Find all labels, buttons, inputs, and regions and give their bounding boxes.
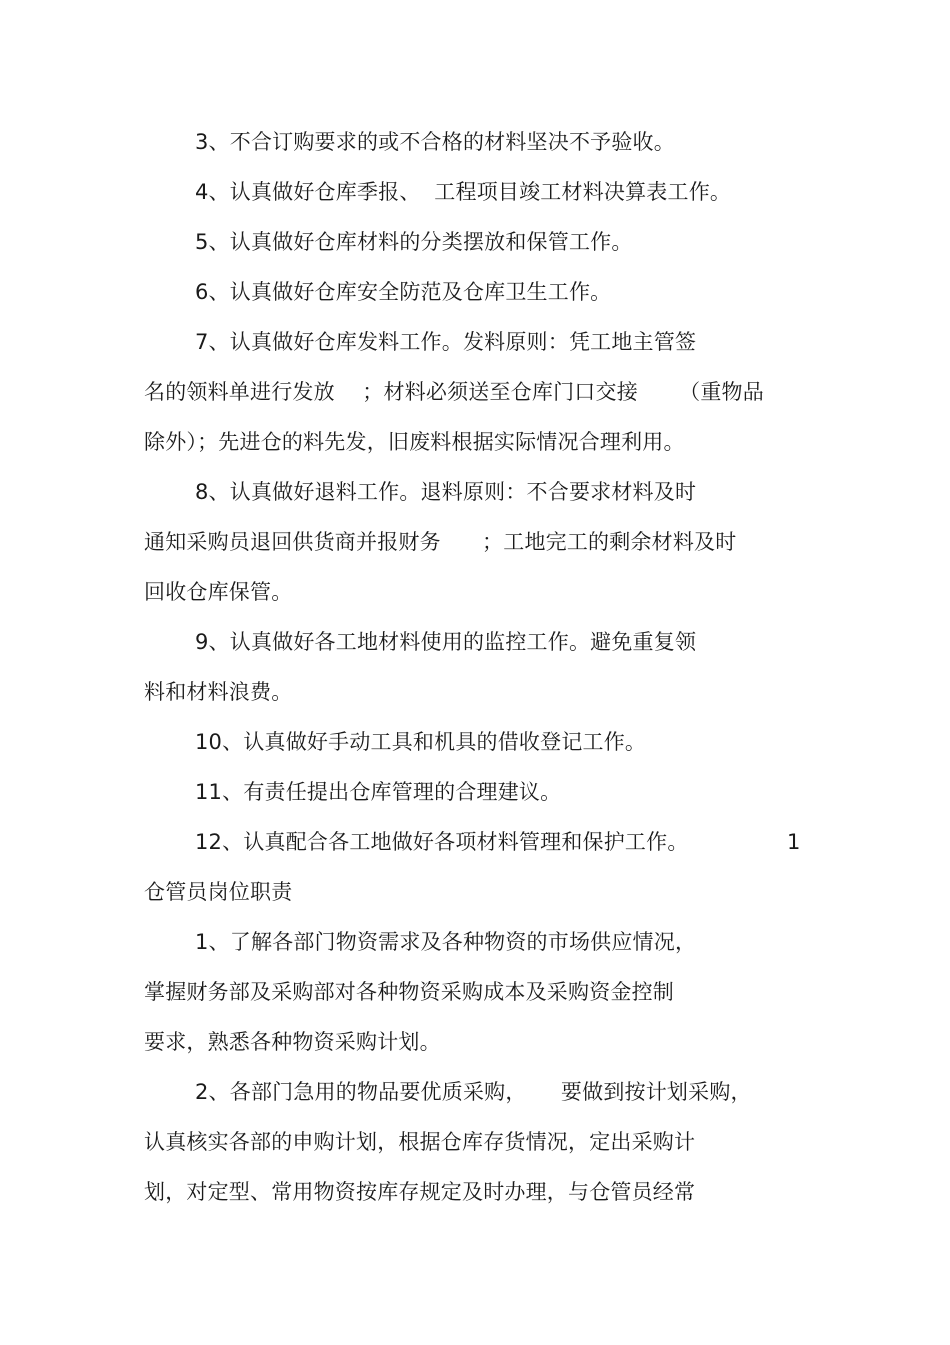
paragraph-line: 通知采购员退回供货商并报财务 ；工地完工的剩余材料及时 bbox=[144, 530, 737, 554]
paragraph-line: 12、认真配合各工地做好各项材料管理和保护工作。 bbox=[195, 830, 689, 854]
page-number: 1 bbox=[787, 830, 801, 854]
paragraph-line: 1、了解各部门物资需求及各种物资的市场供应情况， bbox=[195, 930, 697, 954]
paragraph-line: 3、不合订购要求的或不合格的材料坚决不予验收。 bbox=[195, 130, 675, 154]
section-heading: 仓管员岗位职责 bbox=[144, 880, 293, 904]
paragraph-line: 4、认真做好仓库季报、 工程项目竣工材料决算表工作。 bbox=[195, 180, 732, 204]
paragraph-line: 10、认真做好手动工具和机具的借收登记工作。 bbox=[195, 730, 647, 754]
paragraph-line: 认真核实各部的申购计划，根据仓库存货情况，定出采购计 bbox=[144, 1130, 696, 1154]
paragraph-line: 5、认真做好仓库材料的分类摆放和保管工作。 bbox=[195, 230, 633, 254]
paragraph-line: 11、有责任提出仓库管理的合理建议。 bbox=[195, 780, 562, 804]
paragraph-line: 料和材料浪费。 bbox=[144, 680, 293, 704]
paragraph-line: 6、认真做好仓库安全防范及仓库卫生工作。 bbox=[195, 280, 612, 304]
paragraph-line: 8、认真做好退料工作。退料原则：不合要求材料及时 bbox=[195, 480, 697, 504]
paragraph-line: 2、各部门急用的物品要优质采购， 要做到按计划采购， bbox=[195, 1080, 752, 1104]
paragraph-line: 除外）；先进仓的料先发，旧废料根据实际情况合理利用。 bbox=[144, 430, 685, 454]
paragraph-line: 划，对定型、常用物资按库存规定及时办理，与仓管员经常 bbox=[144, 1180, 696, 1204]
paragraph-line: 回收仓库保管。 bbox=[144, 580, 293, 604]
paragraph-line: 名的领料单进行发放 ；材料必须送至仓库门口交接 （重物品 bbox=[144, 380, 764, 404]
paragraph-line: 7、认真做好仓库发料工作。发料原则：凭工地主管签 bbox=[195, 330, 697, 354]
paragraph-line: 掌握财务部及采购部对各种物资采购成本及采购资金控制 bbox=[144, 980, 674, 1004]
paragraph-line: 要求，熟悉各种物资采购计划。 bbox=[144, 1030, 441, 1054]
paragraph-line: 9、认真做好各工地材料使用的监控工作。避免重复领 bbox=[195, 630, 697, 654]
